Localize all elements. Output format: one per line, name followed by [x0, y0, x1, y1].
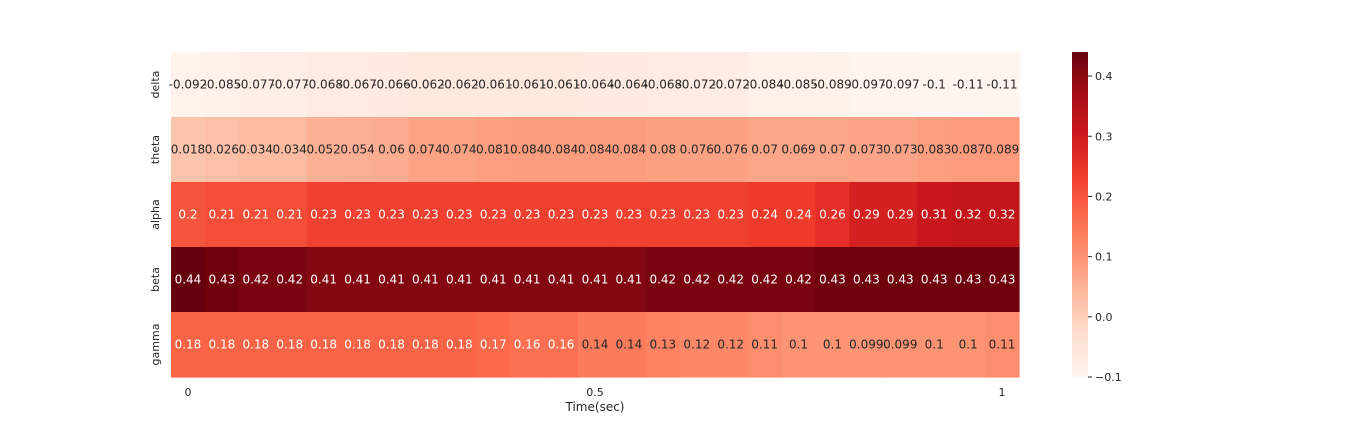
cell-annotation-theta-5: 0.054 [340, 142, 375, 157]
cell-annotation-beta-16: 0.42 [717, 272, 745, 287]
cell-annotation-alpha-19: 0.26 [819, 207, 846, 222]
cell-annotation-beta-1: 0.43 [208, 272, 236, 287]
x-tick-label-1: 0.5 [586, 386, 604, 399]
cell-annotation-delta-13: -0.064 [609, 77, 649, 92]
cell-annotation-beta-9: 0.41 [479, 272, 507, 287]
cell-annotation-alpha-8: 0.23 [445, 207, 473, 222]
cell-annotation-gamma-9: 0.17 [479, 337, 507, 352]
cell-annotation-theta-2: 0.034 [238, 142, 273, 157]
cell-annotation-beta-5: 0.41 [344, 272, 371, 287]
cell-annotation-beta-14: 0.42 [649, 272, 677, 287]
cell-annotation-beta-7: 0.41 [412, 272, 439, 287]
cell-annotation-alpha-11: 0.23 [547, 207, 575, 222]
cell-annotation-alpha-22: 0.31 [920, 207, 948, 222]
cell-annotation-theta-24: 0.089 [984, 142, 1020, 157]
cell-annotation-gamma-19: 0.1 [822, 337, 842, 352]
cell-annotation-beta-22: 0.43 [920, 272, 948, 287]
cell-annotation-alpha-23: 0.32 [954, 207, 982, 222]
row-label-alpha: alpha [149, 199, 162, 230]
cell-annotation-alpha-10: 0.23 [513, 207, 541, 222]
x-tick-label-2: 1 [998, 386, 1006, 399]
cell-annotation-alpha-13: 0.23 [615, 207, 643, 222]
cell-annotation-delta-22: -0.1 [922, 77, 946, 92]
cell-annotation-beta-20: 0.43 [853, 272, 880, 287]
cell-annotation-gamma-14: 0.13 [649, 337, 677, 352]
cell-annotation-alpha-7: 0.23 [412, 207, 439, 222]
cell-annotation-theta-1: 0.026 [204, 142, 240, 157]
cell-annotation-gamma-20: 0.099 [849, 337, 884, 352]
cell-annotation-gamma-5: 0.18 [344, 337, 371, 352]
cell-annotation-alpha-5: 0.23 [344, 207, 371, 222]
cell-annotation-theta-10: 0.084 [509, 142, 545, 157]
cell-annotation-delta-18: -0.085 [779, 77, 818, 92]
cell-annotation-theta-4: 0.052 [306, 142, 341, 157]
cell-annotation-gamma-18: 0.1 [788, 337, 809, 352]
cell-annotation-theta-11: 0.084 [543, 142, 579, 157]
cell-annotation-delta-1: -0.085 [202, 77, 242, 92]
cell-annotation-gamma-24: 0.11 [988, 337, 1016, 352]
cell-annotation-theta-15: 0.076 [679, 142, 714, 157]
cell-annotation-gamma-3: 0.18 [276, 337, 304, 352]
cell-annotation-delta-3: -0.077 [270, 77, 310, 92]
x-axis-ticks [184, 386, 1005, 399]
cell-annotation-alpha-21: 0.29 [886, 207, 914, 222]
cell-annotation-beta-13: 0.41 [615, 272, 643, 287]
cell-annotation-delta-7: -0.062 [406, 77, 445, 92]
cell-annotation-alpha-6: 0.23 [378, 207, 405, 222]
colorbar [1072, 52, 1088, 377]
cell-annotation-gamma-0: 0.18 [174, 337, 202, 352]
cell-annotation-theta-7: 0.074 [408, 142, 443, 157]
cell-annotation-beta-15: 0.42 [683, 272, 711, 287]
cell-annotation-delta-11: -0.061 [541, 77, 581, 92]
cell-annotation-gamma-22: 0.1 [924, 337, 944, 352]
cell-annotation-gamma-8: 0.18 [445, 337, 473, 352]
cell-annotation-delta-14: -0.068 [643, 77, 683, 92]
cell-annotation-beta-17: 0.42 [751, 272, 778, 287]
cell-annotation-gamma-17: 0.11 [751, 337, 778, 352]
cell-annotation-alpha-3: 0.21 [276, 207, 304, 222]
cell-annotation-delta-16: -0.072 [711, 77, 751, 92]
colorbar-ticks [1088, 70, 1122, 384]
cell-annotation-delta-8: -0.062 [439, 77, 479, 92]
cell-annotation-beta-11: 0.41 [547, 272, 575, 287]
cell-annotation-delta-17: -0.084 [745, 77, 784, 92]
cell-annotation-beta-24: 0.43 [988, 272, 1016, 287]
cell-annotation-delta-21: -0.097 [880, 77, 920, 92]
cell-annotation-beta-4: 0.41 [310, 272, 337, 287]
cell-annotation-theta-23: 0.087 [950, 142, 986, 157]
cell-annotation-alpha-1: 0.21 [208, 207, 236, 222]
cell-annotation-beta-0: 0.44 [174, 272, 202, 287]
cell-annotation-delta-10: -0.061 [507, 77, 547, 92]
cell-annotation-delta-19: -0.089 [813, 77, 852, 92]
cell-annotation-gamma-12: 0.14 [581, 337, 609, 352]
cell-annotation-alpha-16: 0.23 [717, 207, 745, 222]
cell-annotation-beta-21: 0.43 [886, 272, 914, 287]
cell-annotation-beta-23: 0.43 [954, 272, 982, 287]
cell-annotation-delta-4: -0.068 [304, 77, 343, 92]
colorbar-tick-label-5: −0.1 [1095, 371, 1122, 384]
cell-annotation-gamma-13: 0.14 [615, 337, 643, 352]
cell-annotation-alpha-2: 0.21 [242, 207, 270, 222]
cell-annotation-beta-3: 0.42 [276, 272, 304, 287]
cell-annotation-gamma-15: 0.12 [683, 337, 711, 352]
cell-annotation-delta-5: -0.067 [338, 77, 377, 92]
cell-annotation-theta-17: 0.07 [751, 142, 778, 157]
cell-annotation-theta-18: 0.069 [781, 142, 816, 157]
row-label-theta: theta [149, 134, 162, 165]
cell-annotation-theta-0: 0.018 [170, 142, 206, 157]
cell-annotation-theta-20: 0.073 [849, 142, 884, 157]
colorbar-tick-label-1: 0.3 [1095, 130, 1113, 144]
cell-annotation-theta-22: 0.083 [917, 142, 952, 157]
cell-annotation-theta-12: 0.084 [577, 142, 613, 157]
cell-annotation-gamma-4: 0.18 [310, 337, 337, 352]
cell-annotation-gamma-10: 0.16 [513, 337, 541, 352]
row-label-delta: delta [149, 70, 162, 99]
cell-annotation-alpha-17: 0.24 [751, 207, 778, 222]
cell-annotation-alpha-4: 0.23 [310, 207, 337, 222]
cell-annotation-delta-24: -0.11 [986, 77, 1018, 92]
cell-annotation-gamma-7: 0.18 [412, 337, 439, 352]
cell-annotation-delta-6: -0.066 [372, 77, 411, 92]
row-labels [149, 71, 162, 366]
cell-annotation-theta-21: 0.073 [883, 142, 918, 157]
x-tick-label-0: 0 [184, 386, 192, 399]
cell-annotation-delta-0: -0.092 [168, 77, 208, 92]
cell-annotation-gamma-2: 0.18 [242, 337, 270, 352]
x-axis-label: Time(sec) [565, 400, 625, 414]
cell-annotation-delta-9: -0.061 [473, 77, 513, 92]
cell-annotation-theta-9: 0.081 [476, 142, 511, 157]
cell-annotation-beta-10: 0.41 [513, 272, 541, 287]
cell-annotation-theta-14: 0.08 [649, 142, 677, 157]
cell-annotation-alpha-15: 0.23 [683, 207, 711, 222]
cell-annotation-beta-18: 0.42 [785, 272, 812, 287]
row-label-gamma: gamma [149, 323, 162, 366]
cell-annotation-theta-8: 0.074 [442, 142, 477, 157]
cell-annotation-gamma-23: 0.1 [958, 337, 978, 352]
cell-annotation-beta-12: 0.41 [581, 272, 609, 287]
cell-annotation-delta-2: -0.077 [236, 77, 276, 92]
cell-annotation-gamma-21: 0.099 [883, 337, 918, 352]
cell-annotation-alpha-24: 0.32 [988, 207, 1016, 222]
colorbar-tick-label-4: 0.0 [1095, 310, 1113, 324]
cell-annotation-beta-19: 0.43 [819, 272, 846, 287]
cell-annotation-alpha-0: 0.2 [178, 207, 198, 222]
cell-annotation-delta-20: -0.097 [847, 77, 886, 92]
cell-annotation-theta-13: 0.084 [611, 142, 647, 157]
cell-annotation-alpha-20: 0.29 [853, 207, 880, 222]
cell-annotation-alpha-18: 0.24 [785, 207, 812, 222]
cell-annotation-beta-2: 0.42 [242, 272, 270, 287]
colorbar-tick-label-0: 0.4 [1095, 70, 1113, 84]
cell-annotation-alpha-14: 0.23 [649, 207, 677, 222]
row-label-beta: beta [149, 267, 162, 292]
cell-annotation-beta-6: 0.41 [378, 272, 405, 287]
cell-annotation-theta-16: 0.076 [713, 142, 748, 157]
cell-annotation-gamma-6: 0.18 [378, 337, 405, 352]
cell-annotation-delta-15: -0.072 [677, 77, 717, 92]
colorbar-tick-label-2: 0.2 [1095, 190, 1113, 204]
cell-annotation-gamma-11: 0.16 [547, 337, 575, 352]
cell-annotation-alpha-9: 0.23 [479, 207, 507, 222]
cell-annotation-delta-23: -0.11 [952, 77, 984, 92]
cell-annotation-theta-19: 0.07 [819, 142, 846, 157]
cell-annotation-gamma-16: 0.12 [717, 337, 745, 352]
colorbar-tick-label-3: 0.1 [1095, 250, 1113, 264]
cell-annotation-theta-3: 0.034 [272, 142, 307, 157]
cell-annotation-theta-6: 0.06 [378, 142, 405, 157]
cell-annotation-alpha-12: 0.23 [581, 207, 609, 222]
cell-annotation-gamma-1: 0.18 [208, 337, 236, 352]
cell-annotation-delta-12: -0.064 [575, 77, 615, 92]
cell-annotation-beta-8: 0.41 [445, 272, 473, 287]
